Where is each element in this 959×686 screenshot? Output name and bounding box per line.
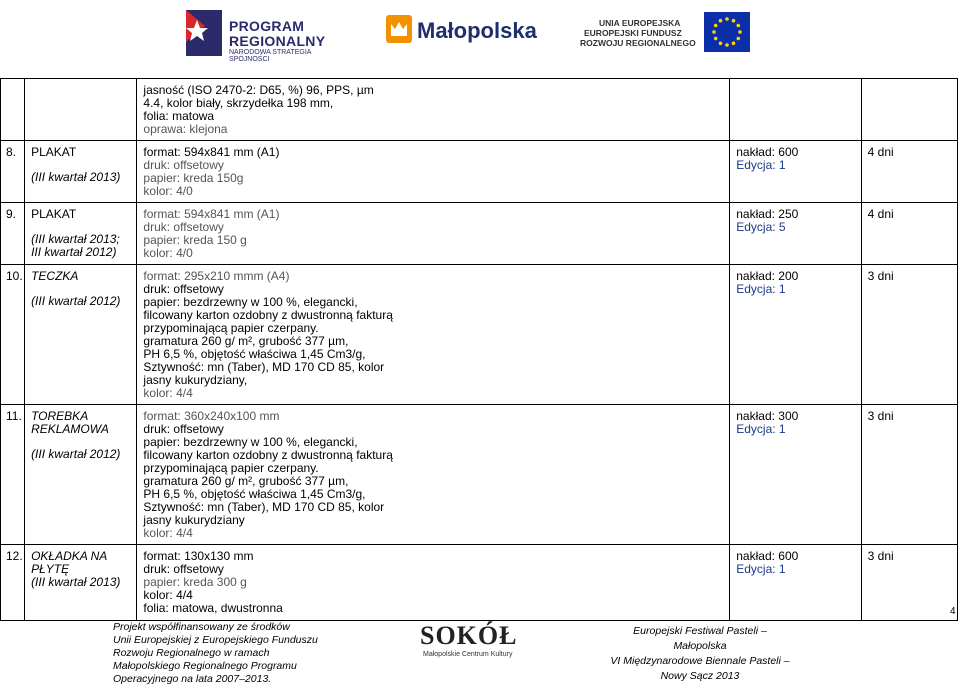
- time-value: 3 dni: [867, 269, 894, 283]
- item-name: OKŁADKA NA PŁYTĘ: [31, 549, 108, 576]
- item-name: PLAKAT: [31, 207, 77, 221]
- desc-line: jasny kukurydziany,: [143, 373, 248, 387]
- desc-line: format: 130x130 mm: [143, 549, 254, 563]
- row-number-cell: 10.: [1, 265, 25, 405]
- program-text: PROGRAM: [229, 18, 305, 34]
- description-cell: [137, 545, 730, 621]
- quantity-cell: [730, 79, 861, 141]
- desc-line: Sztywność: mn (Taber), MD 170 CD 85, kolor: [143, 360, 385, 374]
- page-number: 4: [950, 606, 956, 617]
- regionalny-text: REGIONALNY: [229, 33, 326, 49]
- desc-line: gramatura 260 g/ m², grubość 377 µm,: [143, 334, 349, 348]
- item-name-cell: [25, 79, 137, 141]
- edition-value: Edycja: 1: [736, 282, 786, 296]
- item-name-cell: [25, 203, 137, 265]
- item-name: TECZKA: [31, 269, 79, 283]
- edition-value: Edycja: 1: [736, 422, 786, 436]
- sokol-logo: [420, 621, 520, 661]
- quantity-cell: [730, 265, 861, 405]
- item-period: (III kwartał 2013): [31, 170, 121, 184]
- cofinancing-line: Małopolskiego Regionalnego Programu: [113, 660, 297, 672]
- desc-line: druk: offsetowy: [143, 220, 224, 234]
- time-cell: [861, 141, 957, 203]
- malopolska-crown-icon: [385, 14, 413, 44]
- program-regionalny-logo: [183, 6, 343, 62]
- festival-line: Europejski Festiwal Pasteli – Małopolska: [633, 625, 767, 652]
- desc-line: druk: offsetowy: [143, 562, 224, 576]
- desc-line: papier: bezdrzewny w 100 %, elegancki,: [143, 295, 358, 309]
- eu-line-2: EUROPEJSKI FUNDUSZ: [584, 28, 682, 38]
- malopolska-logo: [385, 14, 545, 50]
- item-name-cell: [25, 405, 137, 545]
- time-value: 3 dni: [867, 549, 894, 563]
- item-name-cell: [25, 141, 137, 203]
- desc-line: kolor: 4/0: [143, 184, 193, 198]
- desc-line: format: 295x210 mmm (A4): [143, 269, 290, 283]
- row-number-cell: 9.: [1, 203, 25, 265]
- festival-line: Nowy Sącz 2013: [660, 670, 740, 682]
- description-cell: [137, 405, 730, 545]
- desc-line: PH 6,5 %, objętość właściwa 1,45 Cm3/g,: [143, 347, 366, 361]
- eu-logo: [574, 10, 754, 60]
- cofinancing-line: Operacyjnego na lata 2007–2013.: [113, 673, 272, 685]
- desc-line: papier: bezdrzewny w 100 %, elegancki,: [143, 435, 358, 449]
- cofinancing-note: [113, 621, 318, 686]
- edition-value: Edycja: 1: [736, 562, 786, 576]
- description-cell: [137, 141, 730, 203]
- item-period: (III kwartał 2012): [31, 294, 121, 308]
- quantity-value: nakład: 600: [736, 145, 799, 159]
- desc-line: Sztywność: mn (Taber), MD 170 CD 85, kolor: [143, 500, 385, 514]
- quantity-cell: [730, 405, 861, 545]
- quantity-value: nakład: 300: [736, 409, 799, 423]
- page-footer: [0, 618, 959, 686]
- eu-line-1: UNIA EUROPEJSKA: [599, 18, 681, 28]
- strategy-text: NARODOWA STRATEGIA SPÓJNOŚCI: [229, 49, 312, 63]
- eu-flag-icon: [704, 12, 750, 52]
- desc-line: druk: offsetowy: [143, 282, 224, 296]
- table-row: [1, 405, 958, 545]
- desc-line: filcowany karton ozdobny z dwustronną fakturą: [143, 448, 393, 462]
- page-header: [0, 0, 959, 70]
- row-number-cell: 12.: [1, 545, 25, 621]
- time-value: 4 dni: [867, 145, 894, 159]
- item-name: PLAKAT: [31, 145, 77, 159]
- desc-line: kolor: 4/4: [143, 386, 193, 400]
- desc-line: format: 360x240x100 mm: [143, 409, 280, 423]
- quantity-cell: [730, 545, 861, 621]
- desc-line: druk: offsetowy: [143, 422, 224, 436]
- desc-line: papier: kreda 300 g: [143, 575, 247, 589]
- time-cell: [861, 545, 957, 621]
- time-value: 4 dni: [867, 207, 894, 221]
- description-cell: [137, 203, 730, 265]
- edition-value: Edycja: 5: [736, 220, 786, 234]
- quantity-value: nakład: 200: [736, 269, 799, 283]
- quantity-value: nakład: 600: [736, 549, 799, 563]
- sokol-subtitle: Małopolskie Centrum Kultury: [423, 651, 513, 658]
- cofinancing-line: Unii Europejskiej z Europejskiego Funduszu: [113, 634, 318, 646]
- description-cell: [137, 265, 730, 405]
- time-cell: [861, 265, 957, 405]
- description-cell: [137, 79, 730, 141]
- item-name: TOREBKA REKLAMOWA: [31, 409, 109, 436]
- time-cell: [861, 405, 957, 545]
- desc-line: papier: kreda 150g: [143, 171, 244, 185]
- edition-value: Edycja: 1: [736, 158, 786, 172]
- desc-line: papier: kreda 150 g: [143, 233, 247, 247]
- desc-line: kolor: 4/0: [143, 246, 193, 260]
- row-number-cell: 11.: [1, 405, 25, 545]
- quantity-value: nakład: 250: [736, 207, 799, 221]
- item-period: (III kwartał 2013): [31, 575, 121, 589]
- desc-line: jasny kukurydziany: [143, 513, 245, 527]
- malopolska-text: Małopolska: [417, 18, 537, 43]
- festival-note: [610, 624, 790, 684]
- desc-line: przypominającą papier czerpany.: [143, 321, 319, 335]
- desc-line: format: 594x841 mm (A1): [143, 207, 280, 221]
- cofinancing-line: Rozwoju Regionalnego w ramach: [113, 647, 270, 659]
- desc-line: oprawa: klejona: [143, 122, 228, 136]
- eu-line-3: ROZWOJU REGIONALNEGO: [580, 38, 696, 48]
- item-name-cell: [25, 545, 137, 621]
- desc-line: kolor: 4/4: [143, 526, 193, 540]
- time-value: 3 dni: [867, 409, 894, 423]
- desc-line: format: 594x841 mm (A1): [143, 145, 280, 159]
- table-row: [1, 203, 958, 265]
- desc-line: druk: offsetowy: [143, 158, 224, 172]
- item-period: (III kwartał 2012): [31, 447, 121, 461]
- table-row: [1, 545, 958, 621]
- row-number-cell: [1, 79, 25, 141]
- desc-line: przypominającą papier czerpany.: [143, 461, 319, 475]
- desc-line: folia: matowa, dwustronna: [143, 601, 283, 615]
- desc-line: jasność (ISO 2470-2: D65, %) 96, PPS, µm: [143, 83, 374, 97]
- desc-line: kolor: 4/4: [143, 588, 193, 602]
- program-regionalny-emblem-icon: [183, 6, 227, 62]
- desc-line: gramatura 260 g/ m², grubość 377 µm,: [143, 474, 349, 488]
- desc-line: filcowany karton ozdobny z dwustronną fakturą: [143, 308, 393, 322]
- table-row: [1, 141, 958, 203]
- quantity-cell: [730, 203, 861, 265]
- cofinancing-line: Projekt współfinansowany ze środków: [113, 621, 290, 633]
- specification-table: [0, 78, 958, 621]
- sokol-wordmark: SOKÓŁ: [420, 621, 518, 650]
- row-number-cell: 8.: [1, 141, 25, 203]
- desc-line: PH 6,5 %, objętość właściwa 1,45 Cm3/g,: [143, 487, 366, 501]
- desc-line: 4.4, kolor biały, skrzydełka 198 mm,: [143, 96, 334, 110]
- time-cell: [861, 203, 957, 265]
- festival-line: VI Międzynarodowe Biennale Pasteli –: [610, 655, 790, 667]
- time-cell: [861, 79, 957, 141]
- desc-line: folia: matowa: [143, 109, 215, 123]
- item-period: (III kwartał 2013; III kwartał 2012): [31, 232, 120, 259]
- item-name-cell: [25, 265, 137, 405]
- quantity-cell: [730, 141, 861, 203]
- table-row: [1, 79, 958, 141]
- table-row: [1, 265, 958, 405]
